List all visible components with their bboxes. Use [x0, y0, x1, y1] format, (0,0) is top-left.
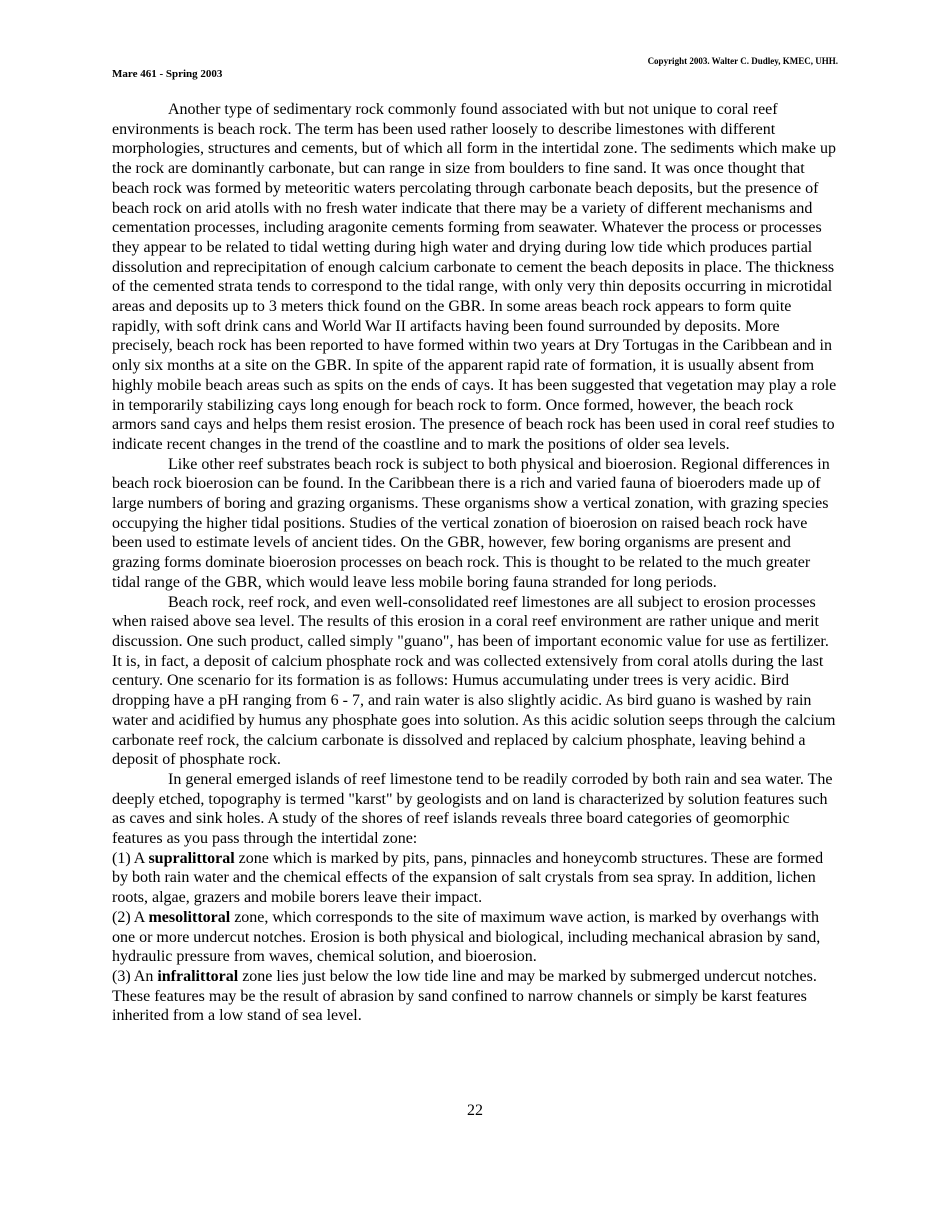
- zone-prefix: (1) A: [112, 849, 149, 867]
- zone-prefix: (3) An: [112, 967, 158, 985]
- zone-term: mesolittoral: [148, 908, 231, 926]
- paragraph-karst: In general emerged islands of reef limestone tend to be readily corroded by both rain and sea water. The deeply etched, topography is termed "karst" by geologists and on land is characterized by solution features such as caves and sink holes. A study of the shores of reef islands reveals three board categories of geomorphic features as you pass through the intertidal zone:: [112, 770, 833, 848]
- document-body: [112, 100, 840, 1026]
- page-number: 22: [467, 1102, 483, 1119]
- paragraph-beach-rock: Another type of sedimentary rock commonly found associated with but not unique to coral reef environments is beach rock. The term has been used rather loosely to describe limestones with different morphologies, structures and cements, but of which all form in the intertidal zone. The sediments which make up the rock are dominantly carbonate, but can range in size from boulders to fine sand. It was once thought that beach rock was formed by meteoritic waters percolating through carbonate beach deposits, but the presence of beach rock on arid atolls with no fresh water indicate that there may be a variety of different mechanisms and cementation processes, including aragonite cements forming from seawater. Whatever the process or processes they appear to be related to tidal wetting during high water and drying during low tide which produces partial dissolution and reprecipitation of enough calcium carbonate to cement the beach deposits in place. The thickness of the cemented strata tends to correspond to the tidal range, with only very thin deposits occurring in microtidal areas and deposits up to 3 meters thick found on the GBR. In some areas beach rock appears to form quite rapidly, with soft drink cans and World War II artifacts having been found surrounded by deposits. More precisely, beach rock has been reported to have formed within two years at Dry Tortugas in the Caribbean and in only six months at a site on the GBR. In spite of the apparent rapid rate of formation, it is usually absent from highly mobile beach areas such as spits on the ends of cays. It has been suggested that vegetation may play a role in temporarily stabilizing cays long enough for beach rock to form. Once formed, however, the beach rock armors sand cays and helps them resist erosion. The presence of beach rock has been used in coral reef studies to indicate recent changes in the trend of the coastline and to mark the positions of older sea levels.: [112, 101, 837, 453]
- paragraph-bioerosion: Like other reef substrates beach rock is subject to both physical and bioerosion. Regional differences in beach rock bioerosion can be found. In the Caribbean there is a rich and varied fauna of bioeroders made up of large numbers of boring and grazing organisms. These organisms show a vertical zonation, with grazing species occupying the higher tidal positions. Studies of the vertical zonation of bioerosion on raised beach rock have been used to estimate levels of ancient tides. On the GBR, however, few boring organisms are present and grazing forms dominate bioerosion processes on beach rock. This is thought to be related to the much greater tidal range of the GBR, which would leave less mobile boring fauna stranded for long periods.: [112, 455, 830, 591]
- course-header: Mare 461 - Spring 2003: [112, 68, 223, 80]
- zone-term: supralittoral: [148, 849, 235, 867]
- paragraph-guano: Beach rock, reef rock, and even well-consolidated reef limestones are all subject to erosion processes when raised above sea level. The results of this erosion in a coral reef environment are rather unique and merit discussion. One such product, called simply "guano", has been of important economic value for use as fertilizer. It is, in fact, a deposit of calcium phosphate rock and was collected extensively from coral atolls during the last century. One scenario for its formation is as follows: Humus accumulating under trees is very acidic. Bird dropping have a pH ranging from 6 - 7, and rain water is also slightly acidic. As bird guano is washed by rain water and acidified by humus any phosphate goes into solution. As this acidic solution seeps through the calcium carbonate reef rock, the calcium carbonate is dissolved and replaced by calcium phosphate, leaving behind a deposit of phosphate rock.: [112, 593, 836, 769]
- copyright-notice: Copyright 2003. Walter C. Dudley, KMEC, UHH.: [647, 56, 838, 66]
- zone-term: infralittoral: [157, 967, 239, 985]
- zone-item-supralittoral: [112, 849, 840, 908]
- zone-item-infralittoral: [112, 967, 840, 1026]
- zone-item-mesolittoral: [112, 908, 840, 967]
- zone-description: zone which is marked by pits, pans, pinnacles and honeycomb structures. These are formed by both rain water and the chemical effects of the expansion of salt crystals from sea spray. In addition, lichen roots, algae, grazers and mobile borers leave their impact.: [112, 849, 824, 907]
- zone-description: zone lies just below the low tide line and may be marked by submerged undercut notches. These features may be the result of abrasion by sand confined to narrow channels or simply be karst features inherited from a low stand of sea level.: [112, 967, 817, 1025]
- zone-prefix: (2) A: [112, 908, 149, 926]
- zone-description: zone, which corresponds to the site of maximum wave action, is marked by overhangs with one or more undercut notches. Erosion is both physical and biological, including mechanical abrasion by sand, hydraulic pressure from waves, chemical solution, and bioerosion.: [112, 908, 821, 966]
